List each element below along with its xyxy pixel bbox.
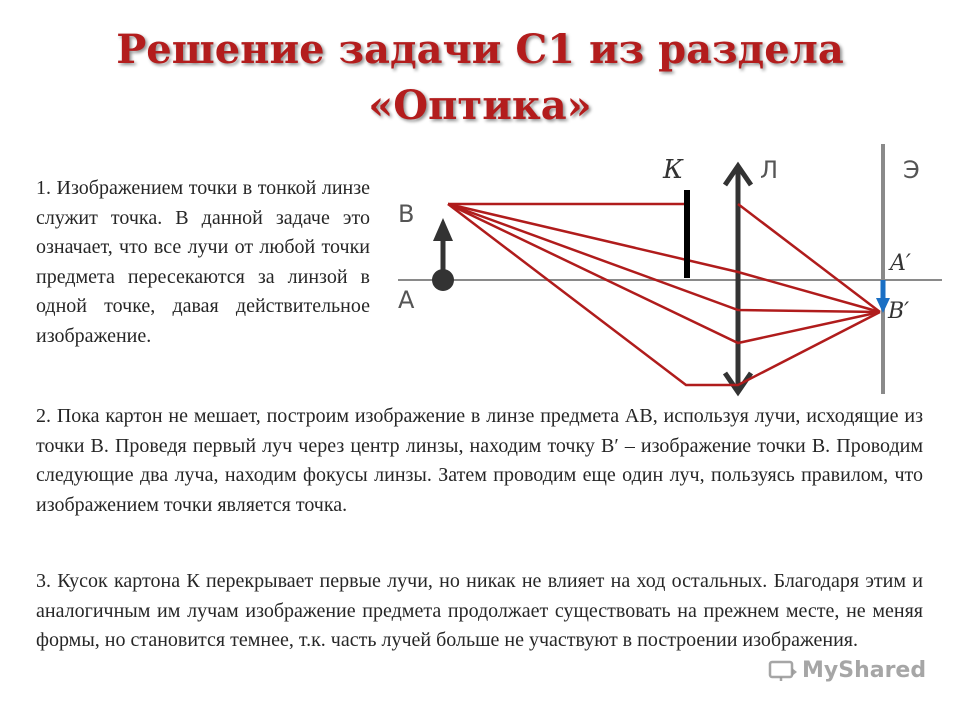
optics-diagram [380,130,950,400]
object-arrow-head [433,218,453,241]
label-b-prime: B′ [888,299,910,324]
point-a-dot [432,269,454,291]
light-rays [448,204,880,385]
label-lens: Л [760,156,779,184]
watermark-text: MyShared [802,658,927,683]
slide-title-line-2: «Оптика» [368,82,592,129]
watermark [768,658,926,683]
label-screen: Э [903,156,920,184]
slide-title-line-1: Решение задачи С1 из раздела [116,26,844,73]
ray-2 [448,204,880,312]
paragraph-1: 1. Изображением точки в тонкой линзе служит точка. В данной задаче это означает, что все лучи от любой точки предмета пересекаются за линзой в одной точке, давая действительное изображение. [36,177,370,347]
label-k: К [663,155,684,185]
label-b: В [398,200,415,228]
paragraph-3: 3. Кусок картона К перекрывает первые лучи, но никак не влияет на ход остальных. Благодаря этим и аналогичным им лучам изображение предмета продолжает существовать на прежнем месте, не меняя формы, но становится темнее, т.к. часть лучей больше не участвуют в построении изображения. [36,570,923,651]
label-a-prime: A′ [890,251,911,276]
ray-4 [448,204,880,343]
myshared-logo-icon [768,660,798,682]
label-a: А [398,286,415,314]
paragraph-2: 2. Пока картон не мешает, построим изображение в линзе предмета АВ, используя лучи, исходящие из точки В. Проведя первый луч через центр линзы, находим точку В′ – изображение точки В. Проводим следующие два луча, находим фокусы линзы. Затем проводим еще один луч, пользуясь правилом, что изображением точки является точка. [36,405,923,516]
ray-6-upper-exit [738,204,880,312]
